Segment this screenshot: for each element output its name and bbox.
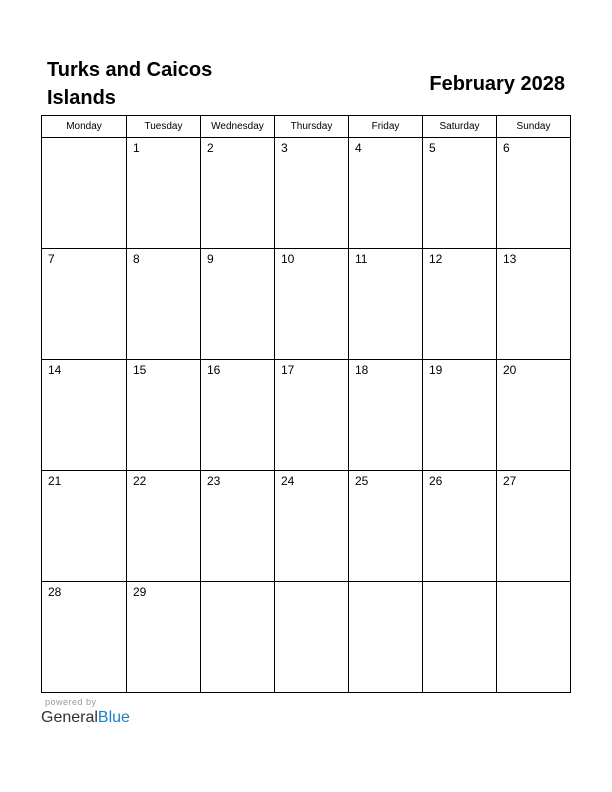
day-cell	[127, 138, 201, 249]
day-number: 17	[281, 363, 295, 377]
day-number: 8	[133, 252, 140, 266]
day-number: 5	[429, 141, 436, 155]
day-number	[423, 582, 496, 585]
day-cell	[423, 360, 497, 471]
day-number: 25	[355, 474, 369, 488]
footer-branding[interactable]	[41, 697, 130, 728]
day-cell	[423, 582, 497, 693]
day-cell	[497, 582, 571, 693]
day-cell	[349, 138, 423, 249]
day-number	[497, 582, 570, 585]
day-cell	[423, 138, 497, 249]
day-cell	[275, 471, 349, 582]
week-row	[42, 138, 571, 249]
day-cell	[127, 582, 201, 693]
day-cell	[275, 582, 349, 693]
day-number: 7	[48, 252, 55, 266]
region-title: Turks and Caicos Islands	[47, 59, 213, 109]
day-cell	[42, 138, 127, 249]
day-cell	[423, 249, 497, 360]
day-number	[201, 582, 274, 585]
powered-by-text: powered by	[45, 697, 97, 707]
day-number	[42, 138, 126, 141]
day-number: 11	[355, 252, 368, 266]
day-number: 24	[281, 474, 295, 488]
calendar-grid	[41, 115, 571, 693]
day-cell	[201, 138, 275, 249]
day-number: 1	[133, 141, 140, 155]
day-number: 19	[429, 363, 443, 377]
day-number: 4	[355, 141, 362, 155]
day-cell	[127, 360, 201, 471]
week-row	[42, 582, 571, 693]
weekday-header: Sunday	[497, 116, 571, 138]
day-number: 3	[281, 141, 288, 155]
brand-name-part2: Blue	[97, 709, 130, 726]
day-number: 18	[355, 363, 369, 377]
month-title: February 2028	[429, 73, 565, 95]
day-number: 22	[133, 474, 147, 488]
day-cell	[497, 138, 571, 249]
day-cell	[497, 471, 571, 582]
day-number: 13	[503, 252, 517, 266]
day-number: 20	[503, 363, 517, 377]
day-cell	[127, 471, 201, 582]
weekday-header: Thursday	[275, 116, 349, 138]
day-cell	[349, 471, 423, 582]
day-number: 16	[207, 363, 221, 377]
day-cell	[201, 582, 275, 693]
day-cell	[42, 360, 127, 471]
weekday-header-row	[42, 116, 571, 138]
day-number: 29	[133, 585, 147, 599]
week-row	[42, 471, 571, 582]
day-number: 23	[207, 474, 221, 488]
weekday-header: Saturday	[423, 116, 497, 138]
day-cell	[275, 249, 349, 360]
day-cell	[349, 249, 423, 360]
day-number: 14	[48, 363, 62, 377]
day-number: 27	[503, 474, 517, 488]
day-cell	[42, 249, 127, 360]
weekday-header: Tuesday	[127, 116, 201, 138]
generalblue-logo[interactable]	[41, 708, 130, 728]
day-cell	[497, 249, 571, 360]
day-number: 10	[281, 252, 295, 266]
brand-name-part1: General	[41, 709, 98, 726]
day-cell	[42, 471, 127, 582]
day-cell	[275, 138, 349, 249]
day-number: 2	[207, 141, 214, 155]
day-cell	[201, 471, 275, 582]
day-number: 15	[133, 363, 147, 377]
day-number: 21	[48, 474, 62, 488]
day-cell	[42, 582, 127, 693]
day-number: 26	[429, 474, 443, 488]
day-number: 6	[503, 141, 510, 155]
day-cell	[201, 249, 275, 360]
day-number: 9	[207, 252, 214, 266]
weekday-header: Monday	[42, 116, 127, 138]
weekday-header: Wednesday	[201, 116, 275, 138]
week-row	[42, 360, 571, 471]
day-cell	[275, 360, 349, 471]
weekday-header: Friday	[349, 116, 423, 138]
day-cell	[349, 360, 423, 471]
day-cell	[497, 360, 571, 471]
day-cell	[127, 249, 201, 360]
day-number	[275, 582, 348, 585]
day-number	[349, 582, 422, 585]
day-number: 28	[48, 585, 62, 599]
week-row	[42, 249, 571, 360]
day-cell	[423, 471, 497, 582]
day-cell	[349, 582, 423, 693]
day-number: 12	[429, 252, 443, 266]
day-cell	[201, 360, 275, 471]
